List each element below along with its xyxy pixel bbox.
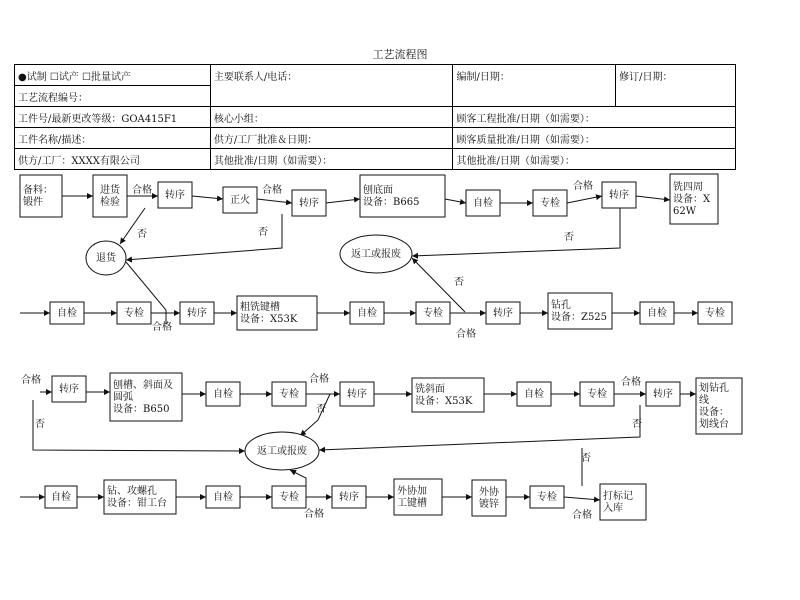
flow-node-p8 xyxy=(580,382,614,406)
flow-node-text: 自检 xyxy=(213,492,233,503)
flow-node-text: 专检 xyxy=(705,308,725,319)
flow-node-text: 设备：B650 xyxy=(113,404,170,415)
flow-node-n9 xyxy=(602,182,636,208)
supplier-field: 供方/工厂：XXXX有限公司 xyxy=(15,149,211,170)
flow-label: 否 xyxy=(564,232,574,243)
flow-node-text: 专检 xyxy=(587,389,607,400)
flow-node-p1 xyxy=(52,376,86,402)
core-team-field: 核心小组： xyxy=(210,107,453,128)
flow-node-text: 专检 xyxy=(540,198,560,209)
supplier-approval-field: 供方/工厂批准＆日期： xyxy=(210,128,453,149)
flow-node-text: 专检 xyxy=(537,492,557,503)
flow-node-text: 划钻孔 xyxy=(699,383,729,394)
flow-label: 合格 xyxy=(309,374,329,385)
flow-node-text: 铣斜面 xyxy=(415,384,445,395)
flow-node-text: 备料： xyxy=(23,185,53,196)
flow-node-text: 打标记 xyxy=(603,491,633,502)
flow-node-text: 锻件 xyxy=(23,197,43,208)
flow-node-q9 xyxy=(600,484,646,520)
flow-node-text: 转序 xyxy=(609,190,629,201)
flow-connector xyxy=(192,196,223,199)
flow-node-text: 工键槽 xyxy=(397,498,427,509)
process-number-field: 工艺流程编号： xyxy=(15,86,211,107)
flow-node-n1 xyxy=(20,175,62,217)
flow-node-text: 刨槽、斜面及 xyxy=(113,380,173,391)
flow-node-p7 xyxy=(517,382,551,406)
flow-node-text: 自检 xyxy=(357,308,377,319)
flow-node-p2 xyxy=(110,373,182,421)
compile-date-field: 编制/日期： xyxy=(453,65,616,86)
flow-connector xyxy=(564,497,600,500)
flow-node-text: 自检 xyxy=(473,198,493,209)
flow-node-m9 xyxy=(640,302,674,324)
flow-node-text: 转序 xyxy=(653,389,673,400)
flow-connector xyxy=(257,199,292,203)
flow-node-text: 设备：B665 xyxy=(363,197,420,208)
customer-eng-approval-field: 顾客工程批准/日期（如需要）： xyxy=(453,107,736,128)
flow-node-text: 钻、攻螺孔 xyxy=(107,486,157,497)
flow-node-text: 自检 xyxy=(213,389,233,400)
flow-label: 否 xyxy=(137,229,147,240)
flow-label: 否 xyxy=(581,453,591,464)
flow-connector xyxy=(567,196,602,203)
flow-node-c1 xyxy=(86,241,126,275)
flow-node-m6 xyxy=(416,302,450,324)
flow-node-text: 进货 xyxy=(100,185,120,196)
flow-node-m3 xyxy=(180,302,214,324)
flow-label: 否 xyxy=(316,404,326,415)
flow-node-text: 专检 xyxy=(279,389,299,400)
flow-node-n6 xyxy=(360,175,445,217)
flow-node-text: 专检 xyxy=(124,308,144,319)
flow-node-q2 xyxy=(104,480,176,514)
flow-node-n4 xyxy=(223,187,257,213)
flow-node-text: 自检 xyxy=(57,308,77,319)
flow-node-text: 刨底面 xyxy=(363,185,393,196)
flow-node-m2 xyxy=(117,302,151,324)
flow-label: 否 xyxy=(258,227,268,238)
flow-node-text: 自检 xyxy=(647,308,667,319)
page-title: 工艺流程图 xyxy=(372,48,428,61)
flow-label: 合格 xyxy=(132,185,152,196)
flow-node-text: 转序 xyxy=(59,384,79,395)
flow-node-c3 xyxy=(245,432,319,470)
flow-label: 否 xyxy=(632,419,642,430)
flow-node-n3 xyxy=(158,182,192,208)
flow-node-p9 xyxy=(646,382,680,406)
flow-node-text: 转序 xyxy=(493,308,513,319)
flow-label: 合格 xyxy=(152,322,172,333)
flow-connector xyxy=(445,199,466,203)
flow-node-q6 xyxy=(394,479,442,515)
flow-node-q1 xyxy=(45,486,77,508)
flow-node-text: 自检 xyxy=(524,389,544,400)
flow-node-m7 xyxy=(486,302,520,324)
flow-connector xyxy=(636,196,670,200)
flow-node-text: 设备：X xyxy=(673,194,711,205)
flow-node-text: 正火 xyxy=(230,195,250,206)
flow-node-text: 设备：X53K xyxy=(415,396,473,407)
flow-node-m1 xyxy=(50,302,84,324)
flow-node-q3 xyxy=(206,486,240,508)
flow-label: 合格 xyxy=(262,185,282,196)
flow-node-text: 62W xyxy=(673,206,697,217)
flow-node-n8 xyxy=(533,190,567,216)
flow-node-p3 xyxy=(206,382,240,406)
flow-node-text: 圆弧 xyxy=(113,392,133,403)
flow-node-text: 专检 xyxy=(279,492,299,503)
flow-node-q7 xyxy=(472,480,506,516)
flow-node-p6 xyxy=(412,378,484,412)
flow-node-n10 xyxy=(670,174,718,224)
flow-label: 合格 xyxy=(573,181,593,192)
flow-node-p10 xyxy=(696,378,742,434)
flow-label: 合格 xyxy=(572,510,592,521)
flow-node-c2 xyxy=(340,235,412,273)
flow-node-text: 转序 xyxy=(165,190,185,201)
flow-node-text: 转序 xyxy=(187,308,207,319)
flow-node-text: 转序 xyxy=(339,492,359,503)
flow-connector xyxy=(326,199,360,203)
flow-node-text: 检验 xyxy=(100,197,120,208)
flow-node-text: 专检 xyxy=(423,308,443,319)
flow-node-text: 设备：X53K xyxy=(240,314,298,325)
flow-node-text: 钻孔 xyxy=(551,300,571,311)
flow-node-text: 转序 xyxy=(299,198,319,209)
flow-node-m5 xyxy=(350,302,384,324)
flow-node-m8 xyxy=(548,293,612,329)
flow-node-text: 设备：Z525 xyxy=(551,312,608,323)
flow-node-text: 返工或报废 xyxy=(351,249,401,260)
flow-label: 合格 xyxy=(21,375,41,386)
flow-node-n7 xyxy=(466,190,500,216)
flow-node-text: 自检 xyxy=(51,492,71,503)
contact-field: 主要联系人/电话： xyxy=(210,65,453,86)
other-approval-field: 其他批准/日期（如需要）： xyxy=(210,149,453,170)
flow-node-text: 线 xyxy=(699,395,709,406)
flow-node-text: 外协 xyxy=(479,487,499,498)
flow-node-m4 xyxy=(237,296,317,330)
flow-node-text: 转序 xyxy=(347,389,367,400)
part-name-field: 工件名称/描述： xyxy=(15,128,211,149)
revision-date-field: 修订/日期： xyxy=(616,65,736,86)
flow-node-text: 铣四周 xyxy=(673,182,703,193)
flow-label: 否 xyxy=(454,277,464,288)
flow-node-text: 外协加 xyxy=(397,486,427,497)
flow-node-q4 xyxy=(272,486,306,508)
flow-label: 合格 xyxy=(304,509,324,520)
flow-node-text: 设备：钳工台 xyxy=(107,498,167,509)
flow-node-m10 xyxy=(698,302,732,324)
flow-node-text: 划线台 xyxy=(699,419,729,430)
flow-node-q5 xyxy=(332,486,366,508)
flow-node-n5 xyxy=(292,190,326,216)
flow-node-text: 镀锌 xyxy=(479,499,499,510)
flow-label: 合格 xyxy=(456,329,476,340)
flow-node-q8 xyxy=(530,486,564,508)
flow-node-text: 入库 xyxy=(603,503,623,514)
flow-node-text: 返工或报废 xyxy=(257,446,307,457)
flow-node-p4 xyxy=(272,382,306,406)
flow-node-text: 设备： xyxy=(699,407,729,418)
flow-node-text: 退货 xyxy=(96,253,116,264)
flow-label: 否 xyxy=(35,419,45,430)
trial-options: ●试制 ☐试产 ☐批量试产 xyxy=(15,65,211,86)
flow-node-p5 xyxy=(340,382,374,406)
other-approval-field-2: 其他批准/日期（如需要）： xyxy=(453,149,736,170)
customer-quality-approval-field: 顾客质量批准/日期（如需要）： xyxy=(453,128,736,149)
flow-label: 合格 xyxy=(621,377,641,388)
part-number-field: 工件号/最新更改等级：GOA415F1 xyxy=(15,107,211,128)
flow-node-text: 粗铣键槽 xyxy=(240,302,280,313)
flow-node-n2 xyxy=(93,175,127,217)
